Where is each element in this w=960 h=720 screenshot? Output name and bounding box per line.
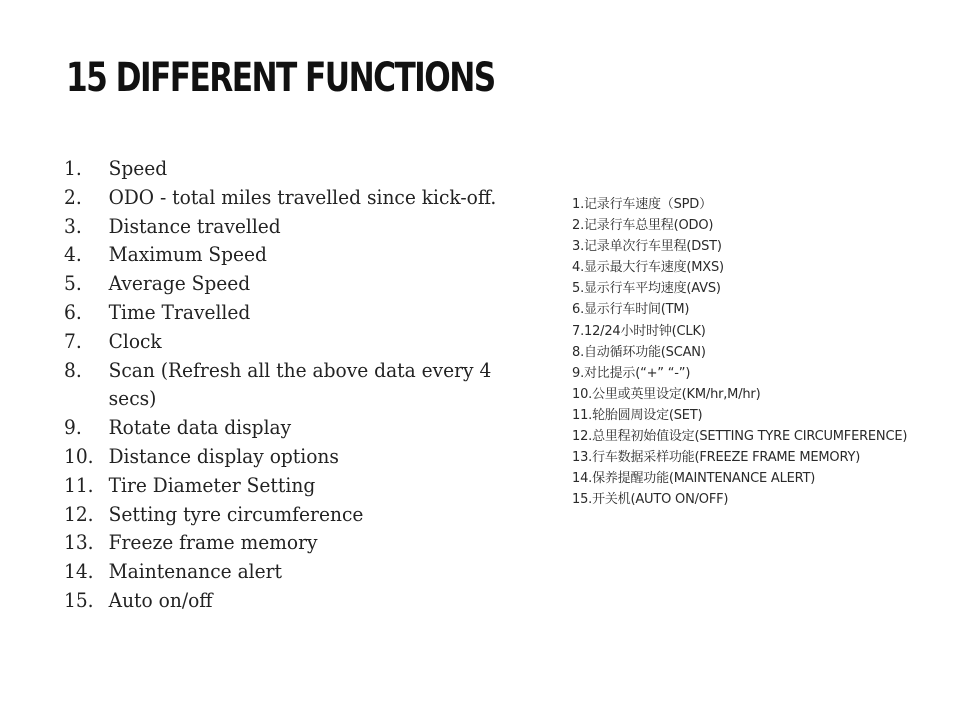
list-item [64,500,520,529]
list-number: 10. [64,443,94,468]
list-number: 5. [64,271,82,296]
list-number: 9. [64,415,82,440]
cn-list-item: 7.12/24小时时钟(CLK) [572,323,706,339]
list-item [64,298,520,327]
cn-list-item: 9.对比提示(“+” “-”) [572,365,691,381]
list-number: 13. [64,530,94,555]
cn-list-item: 8.自动循环功能(SCAN) [572,344,706,360]
list-text: Setting tyre circumference [108,501,364,526]
list-text: Maximum Speed [108,242,267,267]
cn-list-item: 2.记录行车总里程(ODO) [572,218,714,234]
list-item [64,327,520,356]
list-text: Auto on/off [108,587,213,612]
list-text: Distance travelled [108,213,281,238]
cn-list-item: 11.轮胎圆周设定(SET) [572,407,703,423]
list-text: Freeze frame memory [108,530,318,555]
cn-list-item: 12.总里程初始值设定(SETTING TYRE CIRCUMFERENCE) [572,429,908,445]
list-item [64,528,520,557]
list-item [64,471,520,500]
list-number: 12. [64,501,94,526]
list-item [64,356,520,414]
list-text: Clock [108,328,162,353]
cn-list-item: 10.公里或英里设定(KM/hr,M/hr) [572,386,761,402]
list-text: Distance display options [108,443,339,468]
list-number: 2. [64,184,82,209]
cn-list-item: 14.保养提醒功能(MAINTENANCE ALERT) [572,471,816,487]
cn-list-item: 13.行车数据采样功能(FREEZE FRAME MEMORY) [572,450,861,466]
cn-list-item: 6.显示行车时间(TM) [572,302,690,318]
list-text: ODO - total miles travelled since kick-off. [108,184,497,209]
list-item [64,154,520,183]
list-item [64,212,520,241]
list-text: Maintenance alert [108,559,282,584]
cn-list-item: 15.开关机(AUTO ON/OFF) [572,492,729,508]
list-text: Average Speed [108,271,251,296]
cn-list-item: 5.显示行车平均速度(AVS) [572,281,721,297]
chinese-functions-list [572,194,942,510]
list-item [64,413,520,442]
list-text: Speed [108,156,168,180]
list-item [64,269,520,298]
list-number: 7. [64,328,82,353]
list-item [64,240,520,269]
functions-list [64,154,554,615]
list-number: 8. [64,357,82,382]
list-number: 3. [64,213,82,238]
list-text: Time Travelled [108,299,251,324]
cn-list-item: 4.显示最大行车速度(MXS) [572,260,724,276]
cn-list-item: 1.记录行车速度（SPD） [572,197,712,212]
list-number: 15. [64,587,94,612]
list-number: 6. [64,299,82,324]
list-number: 11. [64,472,94,497]
list-item [64,586,520,615]
slide-title: 15 DIFFERENT FUNCTIONS [66,55,495,101]
list-text: Tire Diameter Setting [108,472,316,497]
list-number: 1. [64,156,82,180]
list-item [64,442,520,471]
cn-list-item: 3.记录单次行车里程(DST) [572,239,722,255]
list-number: 4. [64,242,82,267]
list-number: 14. [64,559,94,584]
list-item [64,183,520,212]
list-text: Scan (Refresh all the above data every 4 secs) [108,357,492,411]
list-text: Rotate data display [108,415,292,440]
list-item [64,557,520,586]
